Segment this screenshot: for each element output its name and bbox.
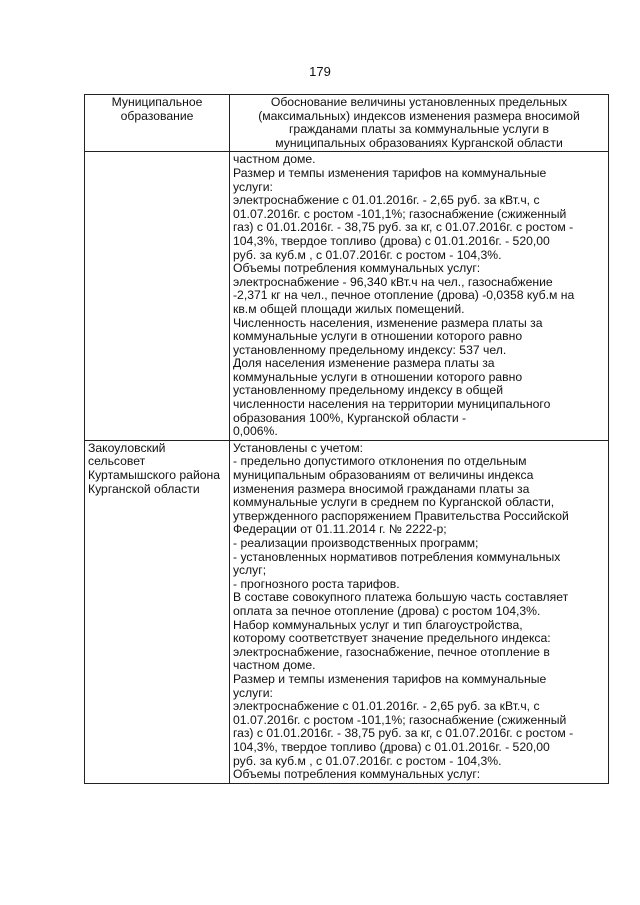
text-line: коммунальные услуги в среднем по Курганской области, — [233, 495, 555, 510]
text-line: - предельно допустимого отклонения по отдельным — [233, 454, 527, 469]
text-line: образование — [120, 108, 194, 123]
text-line: 104,3%, твердое топливо (дрова) с 01.01.2016г. - 520,00 — [233, 739, 550, 754]
text-line: гражданами платы за коммунальные услуги в — [288, 122, 550, 137]
table-header-row — [85, 95, 609, 152]
text-line: коммунальные услуги в отношении которого равно — [233, 329, 523, 344]
text-line: Доля населения изменение размера платы за — [233, 356, 495, 371]
text-line: 01.07.2016г. с ростом -101,1%; газоснабжение (сжиженный — [233, 206, 567, 221]
page-number: 179 — [309, 64, 331, 79]
text-line: изменения размера вносимой гражданами платы за — [233, 481, 530, 496]
text-line: Размер и темпы изменения тарифов на коммунальные — [233, 165, 547, 180]
text-line: газ) с 01.01.2016г. - 38,75 руб. за кг, с 01.07.2016г. с ростом - — [233, 220, 574, 235]
text-line: Установлены с учетом: — [233, 440, 363, 455]
text-line: Курганской области — [88, 481, 200, 496]
text-line: Обоснование величины установленных предельных — [270, 95, 568, 109]
text-line: электроснабжение с 01.01.2016г. - 2,65 руб. за кВт.ч, с — [233, 193, 540, 208]
text-line: коммунальные услуги в отношении которого равно — [233, 369, 523, 384]
text-line: 104,3%, твердое топливо (дрова) с 01.01.2016г. - 520,00 — [233, 233, 550, 248]
text-line: муниципальных образованиях Курганской области — [275, 135, 563, 150]
text-line: установленному предельному индексу в общей — [233, 383, 504, 398]
text-line: Размер и темпы изменения тарифов на коммунальные — [233, 671, 547, 686]
text-line: услуги: — [233, 685, 273, 700]
row2-municipality — [85, 440, 230, 783]
text-line: Муниципальное — [111, 95, 203, 109]
row2-justification — [230, 440, 609, 783]
header-justification — [230, 95, 609, 152]
text-line: - прогнозного роста тарифов. — [233, 576, 400, 591]
text-line: Куртамышского района — [88, 468, 221, 483]
text-line: Численность населения, изменение размера платы за — [233, 315, 543, 330]
text-line: (максимальных) индексов изменения размера вносимой — [258, 108, 580, 123]
text-line: утвержденного распоряжением Правительства Российской — [233, 508, 569, 523]
text-line: установленному предельному индексу: 537 чел. — [233, 342, 507, 357]
text-line: - установленных нормативов потребления коммунальных — [233, 549, 561, 564]
text-line: руб. за куб.м , с 01.07.2016г. с ростом - 104,3%. — [233, 753, 502, 768]
text-line: частном доме. — [233, 152, 316, 167]
text-line: частном доме. — [233, 658, 316, 673]
text-line: электроснабжение - 96,340 кВт.ч на чел., газоснабжение — [233, 274, 553, 289]
text-line: оплата за печное отопление (дрова) с ростом 104,3%. — [233, 603, 541, 618]
text-line: 0,006%. — [233, 424, 278, 439]
text-line: Объемы потребления коммунальных услуг: — [233, 767, 481, 782]
tariff-table — [84, 94, 609, 784]
text-line: электроснабжение, газоснабжение, печное отопление в — [233, 644, 550, 659]
text-line: В составе совокупного платежа большую часть составляет — [233, 590, 569, 605]
text-line: электроснабжение с 01.01.2016г. - 2,65 руб. за кВт.ч, с — [233, 699, 540, 714]
text-line: кв.м общей площади жилых помещений. — [233, 301, 465, 316]
text-line: - реализации производственных программ; — [233, 536, 479, 550]
text-line: 01.07.2016г. с ростом -101,1%; газоснабжение (сжиженный — [233, 712, 567, 727]
row1-justification — [230, 152, 609, 440]
text-line: Закоуловский — [88, 440, 166, 455]
header-municipality — [85, 95, 230, 152]
text-line: муниципальным образованиям от величины индекса — [233, 468, 534, 483]
text-line: газ) с 01.01.2016г. - 38,75 руб. за кг, с 01.07.2016г. с ростом - — [233, 726, 574, 741]
text-line: образования 100%, Курганской области - — [233, 410, 467, 425]
text-line: численности населения на территории муниципального — [233, 397, 551, 412]
text-line: Объемы потребления коммунальных услуг: — [233, 261, 481, 276]
table-row — [85, 152, 609, 440]
text-line: руб. за куб.м , с 01.07.2016г. с ростом - 104,3%. — [233, 247, 502, 262]
text-line: Набор коммунальных услуг и тип благоустройства, — [233, 617, 523, 632]
table-row — [85, 440, 609, 783]
text-line: сельсовет — [88, 454, 146, 469]
text-line: услуг; — [233, 563, 267, 578]
text-line: Федерации от 01.11.2014 г. № 2222-р; — [233, 522, 447, 537]
text-line: услуги: — [233, 179, 273, 194]
row1-municipality — [85, 152, 230, 440]
text-line: -2,371 кг на чел., печное отопление (дрова) -0,0358 куб.м на — [233, 288, 575, 303]
text-line: которому соответствует значение предельного индекса: — [233, 631, 551, 646]
